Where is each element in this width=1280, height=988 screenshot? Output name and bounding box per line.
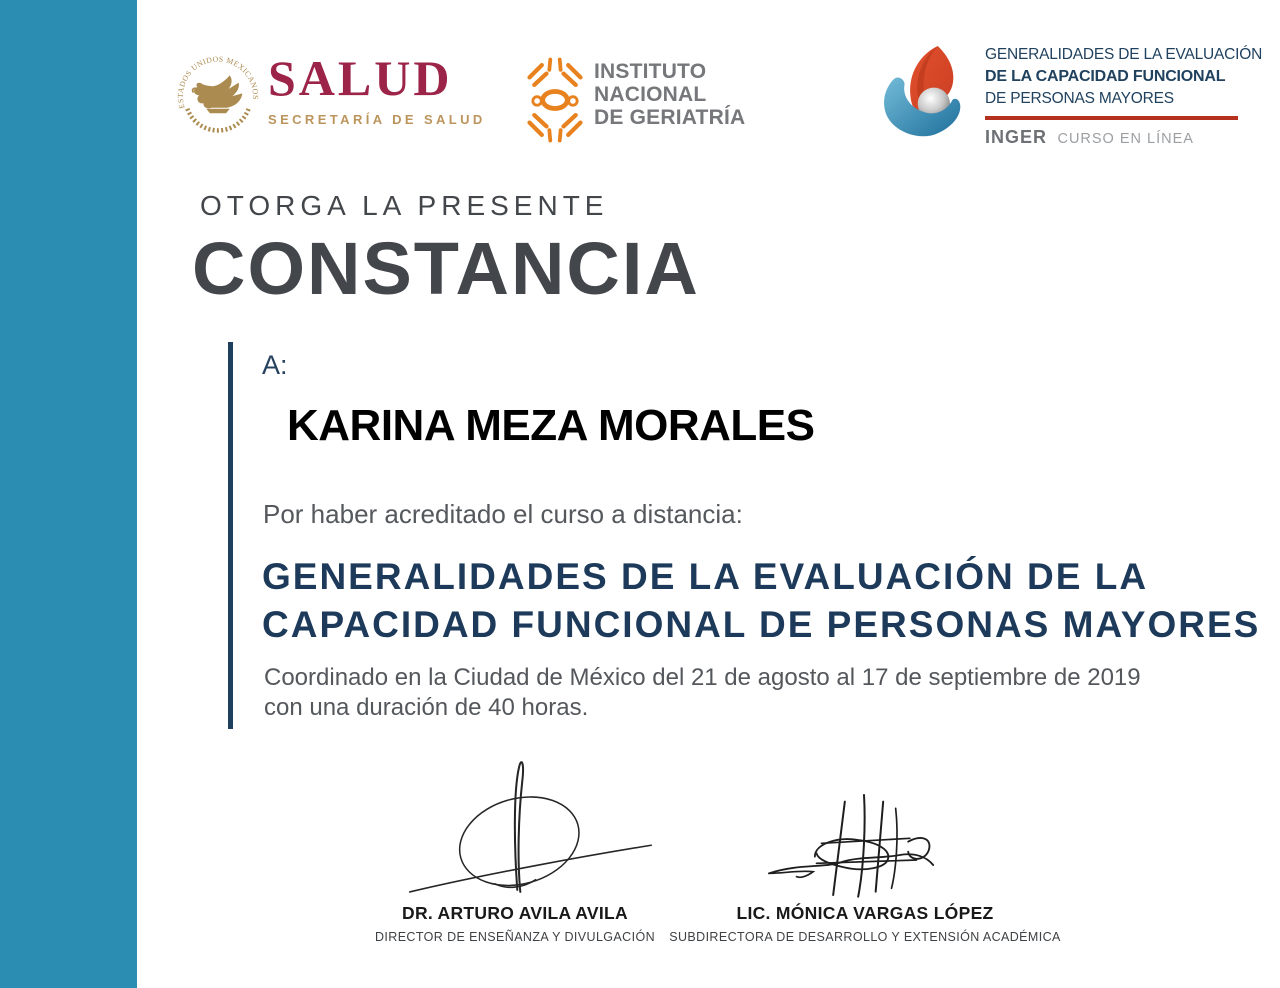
seal-ring-text: ESTADOS UNIDOS MEXICANOS bbox=[175, 54, 261, 110]
course-details-line1: Coordinado en la Ciudad de México del 21 de agosto al 17 de septiembre de 2019 bbox=[264, 664, 1141, 691]
seal-perch bbox=[206, 109, 229, 114]
recipient-name: KARINA MEZA MORALES bbox=[287, 401, 815, 450]
signatory-right bbox=[645, 903, 1085, 944]
salud-wordmark bbox=[268, 52, 486, 127]
inger-brand: INGER bbox=[985, 126, 1048, 147]
reason-text: Por haber acreditado el curso a distancia: bbox=[263, 499, 743, 529]
geriatria-line2: NACIONAL bbox=[594, 83, 707, 106]
course-logo-wordmark bbox=[985, 44, 1263, 148]
course-logo-line1: GENERALIDADES DE LA EVALUACIÓN bbox=[985, 46, 1263, 63]
course-title-line2: CAPACIDAD FUNCIONAL DE PERSONAS MAYORES bbox=[262, 604, 1261, 645]
signature-monica-icon bbox=[750, 790, 958, 900]
mexico-eagle-seal-icon bbox=[172, 52, 264, 142]
preamble-text: OTORGA LA PRESENTE bbox=[200, 190, 609, 221]
geriatria-line3: DE GERIATRÍA bbox=[594, 106, 746, 129]
course-details-line2: con una duración de 40 horas. bbox=[264, 694, 589, 721]
signature-arturo-icon bbox=[405, 756, 660, 898]
geriatria-sun-icon bbox=[522, 56, 588, 144]
signatory-right-name: LIC. MÓNICA VARGAS LÓPEZ bbox=[736, 903, 994, 923]
inger-brand-row bbox=[985, 127, 1245, 148]
course-logo-divider bbox=[985, 116, 1238, 120]
course-flame-icon bbox=[878, 42, 976, 146]
salud-subtitle: SECRETARÍA DE SALUD bbox=[268, 112, 486, 127]
course-logo-line3: DE PERSONAS MAYORES bbox=[985, 90, 1174, 107]
geriatria-line1: INSTITUTO bbox=[594, 60, 707, 83]
geriatria-wordmark bbox=[594, 60, 745, 129]
certificate-title: CONSTANCIA bbox=[192, 227, 700, 310]
course-title bbox=[262, 553, 1260, 649]
course-title-line1: GENERALIDADES DE LA EVALUACIÓN DE LA bbox=[262, 556, 1149, 597]
course-details bbox=[264, 663, 1141, 723]
seal-eagle bbox=[194, 75, 242, 108]
recipient-vertical-rule bbox=[228, 342, 233, 729]
inger-brand-suffix: CURSO EN LÍNEA bbox=[1057, 130, 1194, 147]
salud-title: SALUD bbox=[268, 50, 453, 106]
signatory-left-name: DR. ARTURO AVILA AVILA bbox=[402, 903, 628, 923]
left-accent-bar bbox=[0, 0, 137, 988]
signatory-right-title: SUBDIRECTORA DE DESARROLLO Y EXTENSIÓN ACADÉMICA bbox=[669, 930, 1061, 944]
recipient-label: A: bbox=[262, 350, 288, 380]
signatory-left-title: DIRECTOR DE ENSEÑANZA Y DIVULGACIÓN bbox=[374, 930, 656, 944]
course-logo-line2: DE LA CAPACIDAD FUNCIONAL bbox=[985, 68, 1226, 85]
